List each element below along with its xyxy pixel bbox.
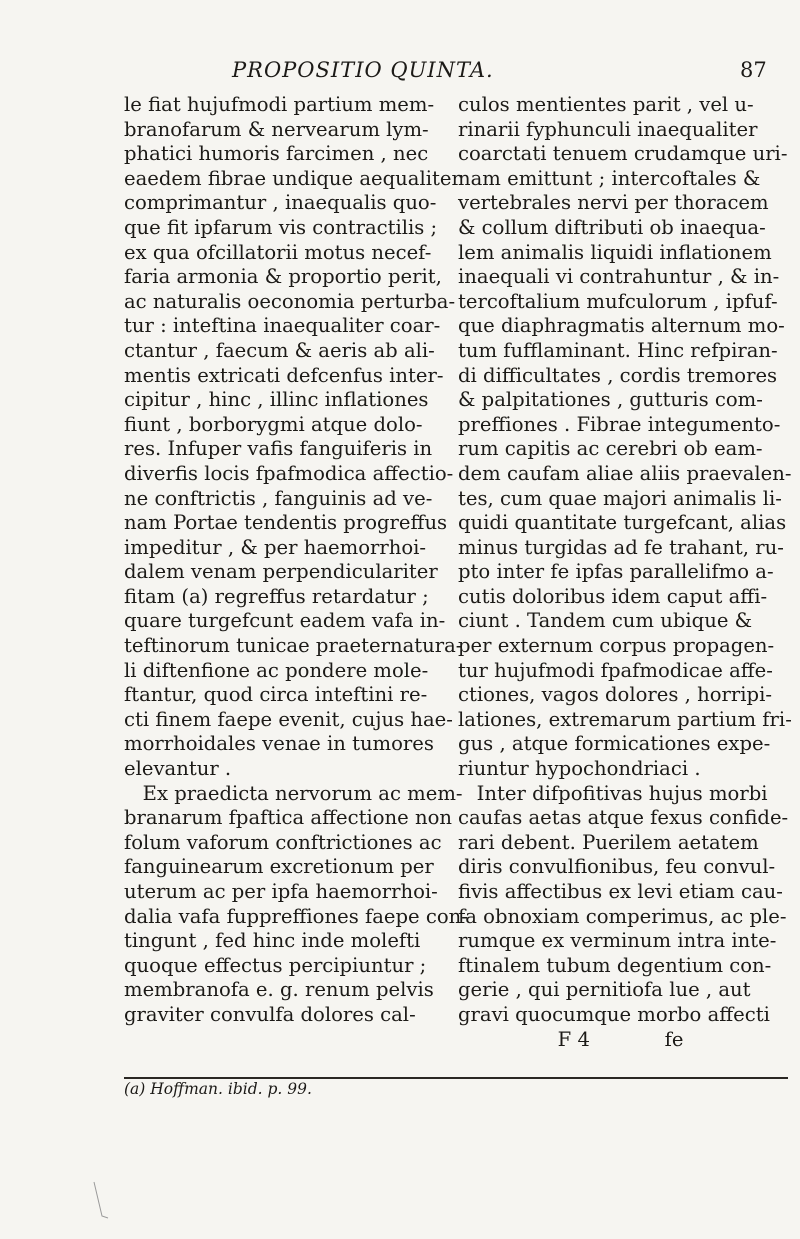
text-line: nam emittunt ; intercoftales &	[458, 166, 761, 190]
text-line: ftinalem tubum degentium con-	[458, 953, 772, 977]
text-line: elevantur .	[124, 757, 232, 781]
text-line: diverfis locis fpafmodica affectio-	[124, 461, 454, 485]
text-line: vertebrales nervi per thoracem	[458, 191, 769, 215]
text-line: tur hujufmodi fpafmodicae affe-	[458, 658, 773, 682]
text-line: tercoftalium mufculorum , ipfuf-	[458, 289, 778, 313]
text-line: ex qua ofcillatorii motus necef-	[124, 240, 432, 264]
text-line: per externum corpus propagen-	[458, 634, 775, 658]
page-number: 87	[740, 58, 767, 82]
text-line: lationes, extremarum partium fri-	[458, 707, 792, 731]
text-line: impeditur , & per haemorrhoi-	[124, 535, 427, 559]
text-line: di difficultates , cordis tremores	[458, 363, 778, 387]
text-line: que diaphragmatis alternum mo-	[458, 314, 785, 338]
text-line: minus turgidas ad fe trahant, ru-	[458, 535, 784, 559]
text-line: tingunt , fed hinc inde molefti	[124, 929, 421, 953]
text-line: li diftenfione ac pondere mole-	[124, 658, 429, 682]
text-line: culos mentientes parit , vel u-	[458, 93, 754, 116]
text-line: lem animalis liquidi inflationem	[458, 240, 772, 264]
text-line: ftantur, quod circa inteftini re-	[124, 683, 428, 707]
text-line: rumque ex verminum intra inte-	[458, 929, 777, 953]
text-line: graviter convulfa dolores cal-	[124, 1002, 416, 1026]
text-line: caufas aetas atque fexus confide-	[458, 806, 789, 830]
text-line: dem caufam aliae aliis praevalen-	[458, 461, 792, 485]
footnote-divider	[124, 1077, 788, 1079]
text-line: branarum fpaftica affectione non	[124, 806, 453, 830]
text-line: ctiones, vagos dolores , horripi-	[458, 683, 772, 707]
text-line: eaedem fibrae undique aequaliter	[124, 166, 461, 190]
text-line: ac naturalis oeconomia perturba-	[124, 289, 456, 313]
text-line: fiunt , borborygmi atque dolo-	[124, 412, 423, 436]
text-line: ciunt . Tandem cum ubique &	[458, 609, 753, 633]
text-line: F 4 fe	[458, 1027, 684, 1051]
text-line: & palpitationes , gutturis com-	[458, 388, 763, 412]
text-line: inaequali vi contrahuntur , & in-	[458, 265, 780, 289]
text-line: rum capitis ac cerebri ob eam-	[458, 437, 763, 461]
running-title: PROPOSITIO QUINTA.	[232, 58, 494, 82]
text-line: & collum diftributi ob inaequa-	[458, 215, 766, 239]
text-line: fa obnoxiam comperimus, ac ple-	[458, 904, 787, 928]
text-line: quare turgefcunt eadem vafa in-	[124, 609, 446, 633]
text-line: fanguinearum excretionum per	[124, 855, 434, 879]
text-line: mentis extricati defcenfus inter-	[124, 363, 444, 387]
text-line: nam Portae tendentis progreffus	[124, 511, 448, 535]
text-line: res. Infuper vafis fanguiferis in	[124, 437, 433, 461]
text-line: folum vaforum conftrictiones ac	[124, 830, 442, 854]
text-line: diris convulfionibus, feu convul-	[458, 855, 776, 879]
text-line: gerie , qui pernitiofa lue , aut	[458, 978, 751, 1002]
text-line: fivis affectibus ex levi etiam cau-	[458, 880, 783, 903]
text-line: dalia vafa fuppreffiones faepe con-	[124, 904, 468, 928]
text-line: membranofa e. g. renum pelvis	[124, 978, 434, 1002]
text-line: ne conftrictis , fanguinis ad ve-	[124, 486, 433, 510]
text-line: rari debent. Puerilem aetatem	[458, 830, 759, 854]
text-line: morrhoidales venae in tumores	[124, 732, 434, 756]
text-line: cipitur , hinc , illinc inflationes	[124, 388, 429, 412]
text-line: quoque effectus percipiuntur ;	[124, 953, 427, 977]
text-line: coarctati tenuem crudamque uri-	[458, 142, 788, 166]
text-line: Ex praedicta nervorum ac mem-	[124, 781, 463, 805]
text-line: pto inter fe ipfas parallelifmo a-	[458, 560, 774, 584]
text-line: branofarum & nervearum lym-	[124, 117, 429, 141]
text-line: gus , atque formicationes expe-	[458, 732, 771, 756]
text-line: gravi quocumque morbo affecti	[458, 1002, 770, 1026]
text-line: Inter difpofitivas hujus morbi	[458, 781, 768, 805]
text-line: comprimantur , inaequalis quo-	[124, 191, 437, 215]
text-line: le fiat hujufmodi partium mem-	[124, 93, 435, 116]
text-line: riuntur hypochondriaci .	[458, 757, 701, 781]
text-line: uterum ac per ipfa haemorrhoi-	[124, 880, 438, 903]
right-text-column	[458, 93, 792, 1052]
left-text-column	[124, 93, 468, 1028]
text-line: phatici humoris farcimen , nec	[124, 142, 429, 166]
footnote: (a) Hoffman. ibid. p. 99.	[124, 1080, 312, 1098]
text-line: teftinorum tunicae praeternatura-	[124, 634, 463, 658]
text-line: que fit ipfarum vis contractilis ;	[124, 215, 438, 239]
text-line: tur : inteftina inaequaliter coar-	[124, 314, 441, 338]
text-line: preffiones . Fibrae integumento-	[458, 412, 781, 436]
text-line: ctantur , faecum & aeris ab ali-	[124, 338, 435, 362]
scan-artifact-mark	[90, 1180, 112, 1220]
text-line: cutis doloribus idem caput affi-	[458, 584, 768, 608]
page-header	[0, 58, 800, 88]
text-line: fitam (a) regreffus retardatur ;	[124, 584, 429, 608]
text-line: tes, cum quae majori animalis li-	[458, 486, 782, 510]
text-line: faria armonia & proportio perit,	[124, 265, 442, 289]
text-line: quidi quantitate turgefcant, alias	[458, 511, 787, 535]
text-line: rinarii fyphunculi inaequaliter	[458, 117, 758, 141]
text-line: tum fufflaminant. Hinc refpiran-	[458, 338, 778, 362]
text-line: cti finem faepe evenit, cujus hae-	[124, 707, 453, 731]
text-line: dalem venam perpendiculariter	[124, 560, 438, 584]
